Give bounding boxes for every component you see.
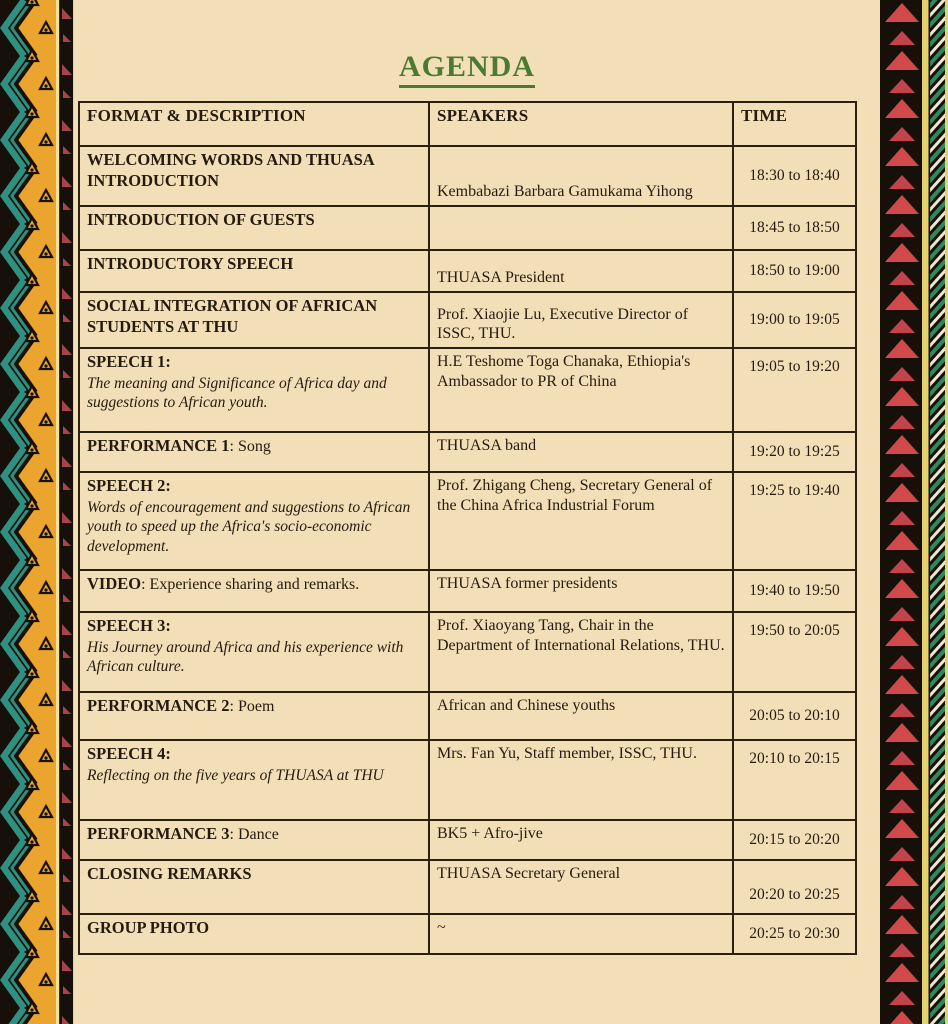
format-detail: Reflecting on the five years of THUASA at THU [87,766,384,784]
format-cell [79,820,429,860]
speaker-cell: THUASA band [429,432,733,472]
time-cell: 19:40 to 19:50 [733,570,856,612]
time-cell: 19:00 to 19:05 [733,292,856,348]
format-cell [79,432,429,472]
format-cell [79,146,429,206]
time-cell: 20:10 to 20:15 [733,740,856,820]
format-subtitle: : Song [229,438,271,455]
time-cell: 20:25 to 20:30 [733,914,856,954]
speaker-cell: THUASA former presidents [429,570,733,612]
speaker-cell: THUASA Secretary General [429,860,733,914]
agenda-table [78,101,857,955]
speaker-cell: Prof. Zhigang Cheng, Secretary General of the China Africa Industrial Forum [429,472,733,570]
speaker-cell: Mrs. Fan Yu, Staff member, ISSC, THU. [429,740,733,820]
speaker-cell: BK5 + Afro-jive [429,820,733,860]
time-cell: 19:05 to 19:20 [733,348,856,432]
format-cell [79,860,429,914]
table-row [79,860,856,914]
time-cell: 19:25 to 19:40 [733,472,856,570]
format-cell [79,914,429,954]
time-cell: 18:50 to 19:00 [733,250,856,292]
format-subtitle: : Experience sharing and remarks. [141,576,360,593]
table-row [79,472,856,570]
format-title: SPEECH 3: [87,616,171,635]
format-title: PERFORMANCE 3 [87,824,230,843]
time-cell: 18:45 to 18:50 [733,206,856,250]
speaker-cell: Prof. Xiaoyang Tang, Chair in the Department of International Relations, THU. [429,612,733,692]
title-wrap [76,50,858,88]
speaker-cell: ~ [429,914,733,954]
format-title: PERFORMANCE 1 [87,436,230,455]
format-title: CLOSING REMARKS [87,864,252,883]
format-detail: His Journey around Africa and his experience with African culture. [87,638,404,676]
format-title: GROUP PHOTO [87,918,210,937]
left-african-pattern-border [0,0,76,1024]
table-row [79,250,856,292]
time-cell: 19:20 to 19:25 [733,432,856,472]
time-cell: 20:20 to 20:25 [733,860,856,914]
header-speakers: SPEAKERS [429,102,733,146]
format-title: INTRODUCTORY SPEECH [87,254,294,273]
format-title: SPEECH 4: [87,744,171,763]
format-title: PERFORMANCE 2 [87,696,230,715]
time-cell: 20:15 to 20:20 [733,820,856,860]
format-title: SPEECH 1: [87,352,171,371]
format-title: SPEECH 2: [87,476,171,495]
format-cell [79,250,429,292]
format-detail: The meaning and Significance of Africa day and suggestions to African youth. [87,374,387,412]
format-title: INTRODUCTION OF GUESTS [87,210,315,229]
table-row [79,820,856,860]
table-row [79,348,856,432]
table-row [79,432,856,472]
format-title: SOCIAL INTEGRATION OF AFRICAN STUDENTS AT THU [87,296,378,336]
format-subtitle: : Dance [229,826,279,843]
time-cell: 20:05 to 20:10 [733,692,856,740]
format-cell [79,612,429,692]
format-subtitle: : Poem [229,698,275,715]
table-row [79,570,856,612]
table-row [79,612,856,692]
header-format-description: FORMAT & DESCRIPTION [79,102,429,146]
format-detail: Words of encouragement and suggestions to African youth to speed up the Africa's socio-economic development. [87,498,411,556]
time-cell: 18:30 to 18:40 [733,146,856,206]
table-row [79,206,856,250]
time-cell: 19:50 to 20:05 [733,612,856,692]
table-row [79,740,856,820]
speaker-cell: Kembabazi Barbara Gamukama Yihong [429,146,733,206]
right-african-pattern-border [878,0,948,1024]
format-cell [79,692,429,740]
format-title: VIDEO [87,574,142,593]
header-time: TIME [733,102,856,146]
table-row [79,292,856,348]
agenda-document [76,0,858,1024]
speaker-cell: THUASA President [429,250,733,292]
speaker-cell [429,206,733,250]
speaker-cell: Prof. Xiaojie Lu, Executive Director of ISSC, THU. [429,292,733,348]
format-cell [79,472,429,570]
format-title: WELCOMING WORDS AND THUASA INTRODUCTION [87,150,374,190]
format-cell [79,570,429,612]
speaker-cell: African and Chinese youths [429,692,733,740]
format-cell [79,206,429,250]
format-cell [79,292,429,348]
table-row [79,914,856,954]
page-title: AGENDA [399,50,535,88]
format-cell [79,348,429,432]
table-row [79,692,856,740]
header-row [79,102,856,146]
table-row [79,146,856,206]
format-cell [79,740,429,820]
speaker-cell: H.E Teshome Toga Chanaka, Ethiopia's Ambassador to PR of China [429,348,733,432]
